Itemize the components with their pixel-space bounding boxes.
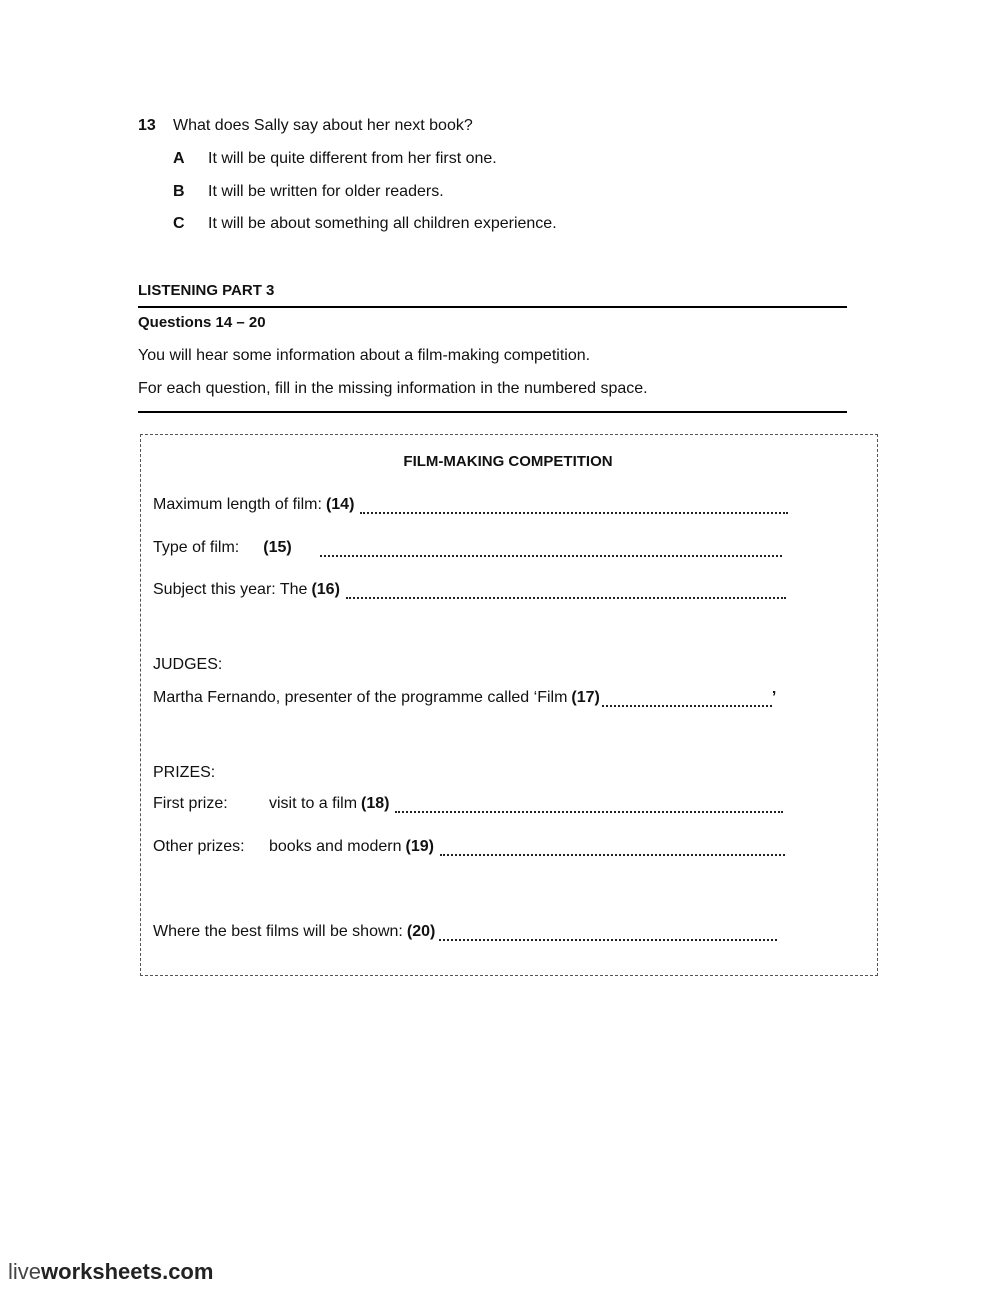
option-b-text: It will be written for older readers. bbox=[208, 183, 444, 200]
row-judge bbox=[153, 689, 776, 707]
answer-14-input[interactable] bbox=[360, 502, 788, 514]
answer-17-field[interactable] bbox=[602, 693, 772, 707]
judges-heading: JUDGES: bbox=[153, 656, 223, 673]
answer-16-input[interactable] bbox=[346, 587, 786, 599]
bottom-divider bbox=[138, 411, 847, 413]
questions-range: Questions 14 – 20 bbox=[138, 314, 266, 331]
q17-number: (17) bbox=[571, 689, 600, 706]
answer-20-input[interactable] bbox=[439, 929, 777, 941]
intro-line-2: For each question, fill in the missing information in the numbered space. bbox=[138, 380, 648, 397]
q20-number: (20) bbox=[406, 923, 436, 940]
option-c-text: It will be about something all children experience. bbox=[208, 215, 557, 232]
liveworksheets-logo bbox=[8, 1259, 213, 1285]
part-heading: LISTENING PART 3 bbox=[138, 282, 275, 299]
answer-19-field[interactable] bbox=[440, 842, 785, 856]
answer-16-field[interactable] bbox=[346, 585, 786, 599]
prizes-heading: PRIZES: bbox=[153, 764, 216, 781]
row-first-prize bbox=[269, 795, 783, 813]
answer-19-input[interactable] bbox=[440, 844, 785, 856]
top-divider bbox=[138, 306, 847, 308]
option-b-letter: B bbox=[173, 183, 185, 200]
q14-number: (14) bbox=[325, 496, 355, 513]
judge-text: Martha Fernando, presenter of the programme called ‘Film bbox=[153, 689, 568, 706]
question-13-text: What does Sally say about her next book? bbox=[173, 117, 473, 134]
where-label: Where the best films will be shown: bbox=[153, 923, 403, 940]
q16-number: (16) bbox=[311, 581, 340, 598]
row-max-length bbox=[153, 496, 788, 514]
form-title: FILM-MAKING COMPETITION bbox=[403, 453, 613, 470]
row-where-shown bbox=[153, 923, 777, 941]
option-a-letter: A bbox=[173, 150, 185, 167]
other-prizes-label: Other prizes: bbox=[153, 838, 245, 855]
row-subject bbox=[153, 581, 786, 599]
subject-label: Subject this year: The bbox=[153, 581, 308, 598]
answer-15-field[interactable] bbox=[320, 543, 782, 557]
option-a-text: It will be quite different from her first one. bbox=[208, 150, 497, 167]
judge-close-quote: ’ bbox=[771, 689, 777, 706]
option-c-letter: C bbox=[173, 215, 185, 232]
logo-worksheets: worksheets bbox=[41, 1259, 163, 1284]
answer-18-input[interactable] bbox=[395, 801, 783, 813]
type-label: Type of film: bbox=[153, 539, 240, 556]
first-prize-label: First prize: bbox=[153, 795, 228, 812]
first-prize-text: visit to a film bbox=[269, 795, 358, 812]
row-other-prizes bbox=[269, 838, 785, 856]
intro-line-1: You will hear some information about a film-making competition. bbox=[138, 347, 591, 364]
q18-number: (18) bbox=[361, 795, 390, 812]
answer-18-field[interactable] bbox=[395, 799, 783, 813]
question-13-number: 13 bbox=[138, 117, 156, 134]
answer-20-field[interactable] bbox=[439, 927, 777, 941]
q15-number: (15) bbox=[263, 539, 292, 556]
q19-number: (19) bbox=[405, 838, 434, 855]
max-length-label: Maximum length of film: bbox=[153, 496, 322, 513]
answer-14-field[interactable] bbox=[360, 500, 788, 514]
other-prizes-text: books and modern bbox=[269, 838, 402, 855]
logo-live: live bbox=[8, 1259, 42, 1284]
logo-tld: .com bbox=[162, 1259, 214, 1284]
answer-17-input[interactable] bbox=[602, 695, 772, 707]
row-type bbox=[153, 539, 782, 557]
answer-15-input[interactable] bbox=[320, 545, 782, 557]
